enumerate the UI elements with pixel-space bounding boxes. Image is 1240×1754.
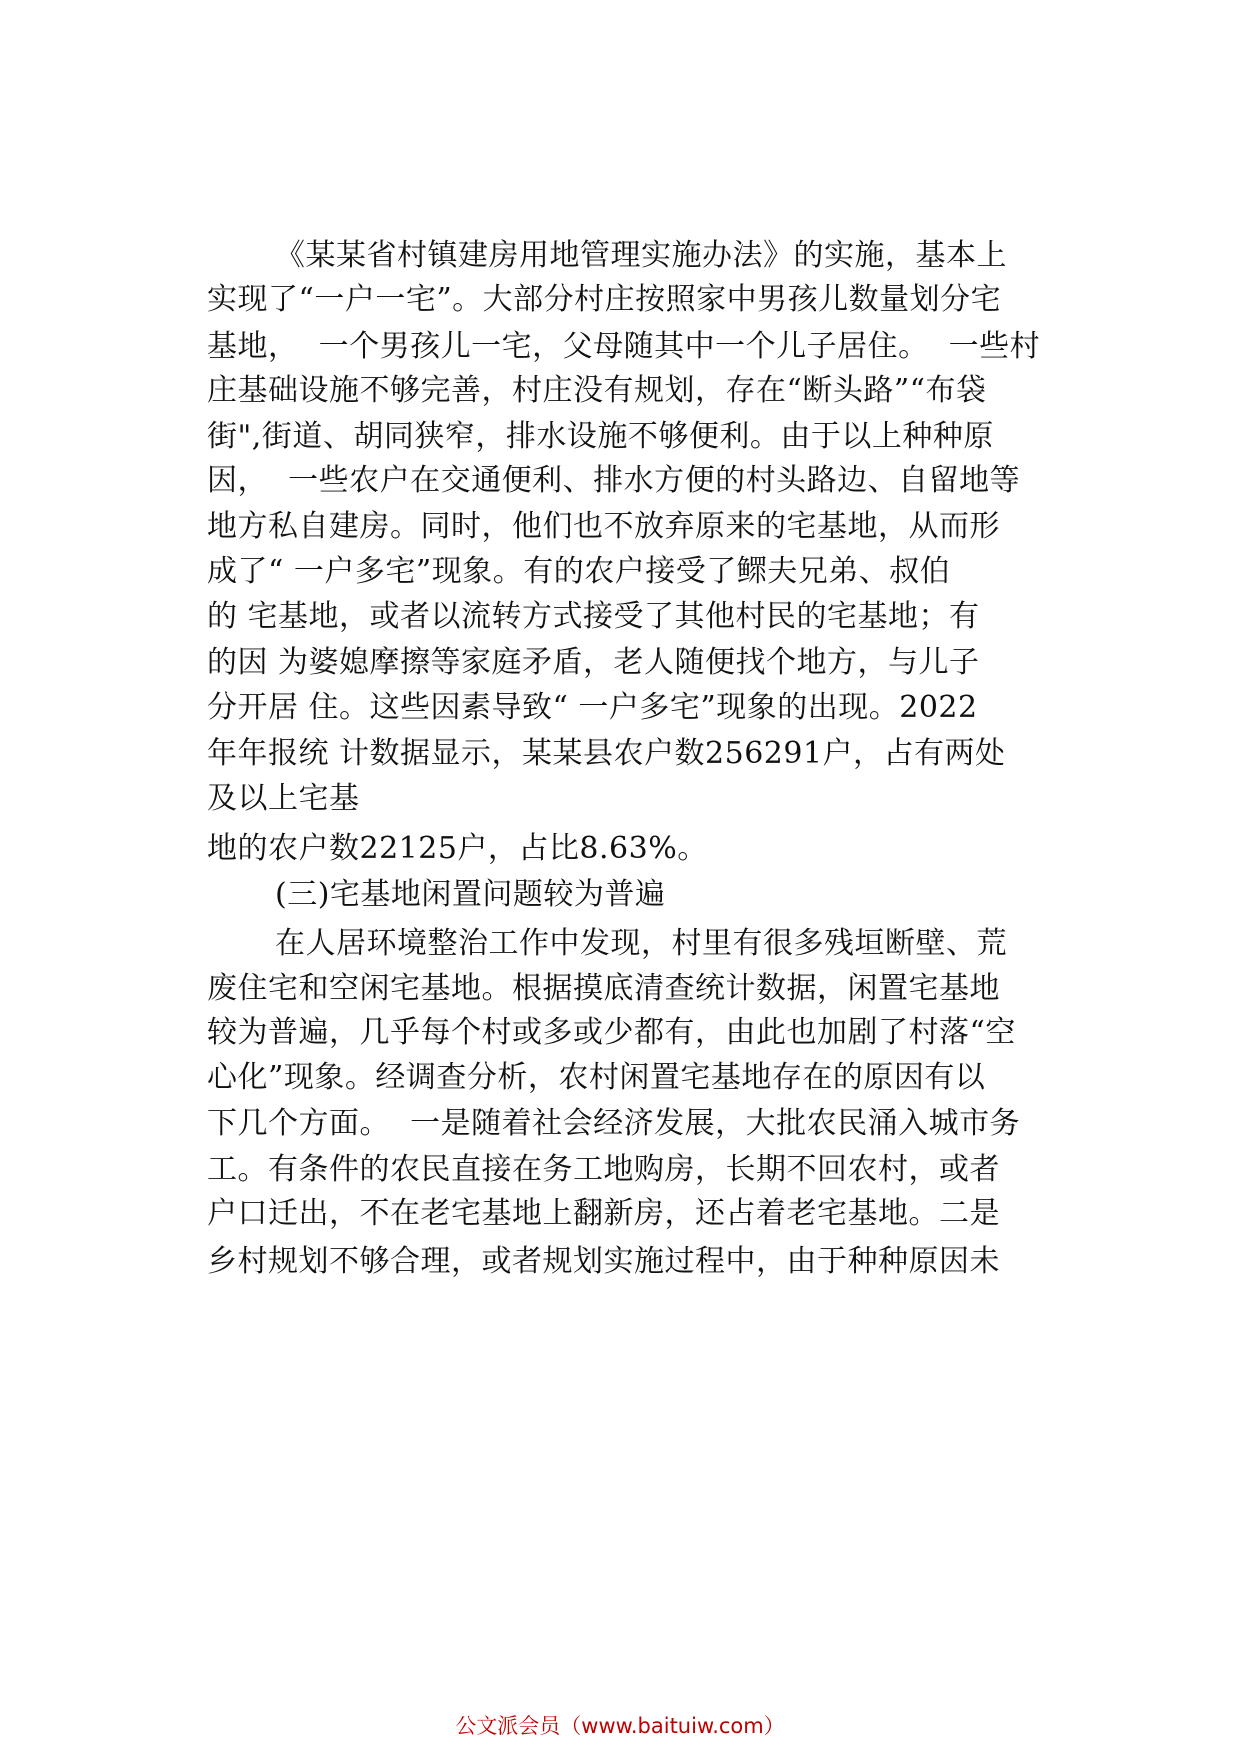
footer-watermark: 公文派会员（www.baituiw.com）: [455, 1714, 785, 1738]
text-line: 《某某省村镇建房用地管理实施办法》的实施，基本上: [275, 238, 1007, 273]
text-line: 工。有条件的农民直接在务工地购房，长期不回农村，或者: [207, 1152, 1000, 1187]
text-line: 下几个方面。 一是随着社会经济发展，大批农民涌入城市务: [207, 1106, 1021, 1141]
text-line: 街",街道、胡同狭窄，排水设施不够便利。由于以上种种原: [207, 419, 994, 454]
text-line: 地方私自建房。同时，他们也不放弃原来的宅基地，从而形: [207, 509, 1000, 544]
text-line: 的 宅基地，或者以流转方式接受了其他村民的宅基地；有: [207, 599, 980, 634]
text-line: 在人居环境整治工作中发现，村里有很多残垣断壁、荒: [275, 926, 1007, 961]
text-line: 基地， 一个男孩儿一宅，父母随其中一个儿子居住。 一些村: [207, 329, 1041, 364]
text-line: 因， 一些农户在交通便利、排水方便的村头路边、自留地等: [207, 463, 1021, 498]
text-line: 地的农户数22125户，占比8.63%。: [207, 831, 708, 866]
text-line: 乡村规划不够合理，或者规划实施过程中，由于种种原因未: [207, 1244, 1000, 1279]
text-line: 庄基础设施不够完善，村庄没有规划，存在“断头路”“布袋: [207, 373, 987, 408]
text-line: 较为普遍，几乎每个村或多或少都有，由此也加剧了村落“空: [207, 1015, 1016, 1050]
text-line: 年年报统 计数据显示，某某县农户数256291户，占有两处: [207, 736, 1006, 771]
text-line: 及以上宅基: [207, 781, 360, 816]
section-heading: (三)宅基地闲置问题较为普遍: [275, 877, 666, 912]
text-line: 废住宅和空闲宅基地。根据摸底清查统计数据，闲置宅基地: [207, 971, 1000, 1006]
text-line: 的因 为婆媳摩擦等家庭矛盾，老人随便找个地方，与儿子: [207, 645, 980, 680]
text-line: 户口迁出，不在老宅基地上翻新房，还占着老宅基地。二是: [207, 1196, 1000, 1231]
text-line: 实现了“一户一宅”。大部分村庄按照家中男孩儿数量划分宅: [207, 282, 1002, 317]
text-line: 成了“ 一户多宅”现象。有的农户接受了鳏夫兄弟、叔伯: [207, 554, 951, 589]
text-line: 分开居 住。这些因素导致“ 一户多宅”现象的出现。2022: [207, 690, 978, 725]
text-line: 心化”现象。经调查分析，农村闲置宅基地存在的原因有以: [207, 1060, 986, 1095]
